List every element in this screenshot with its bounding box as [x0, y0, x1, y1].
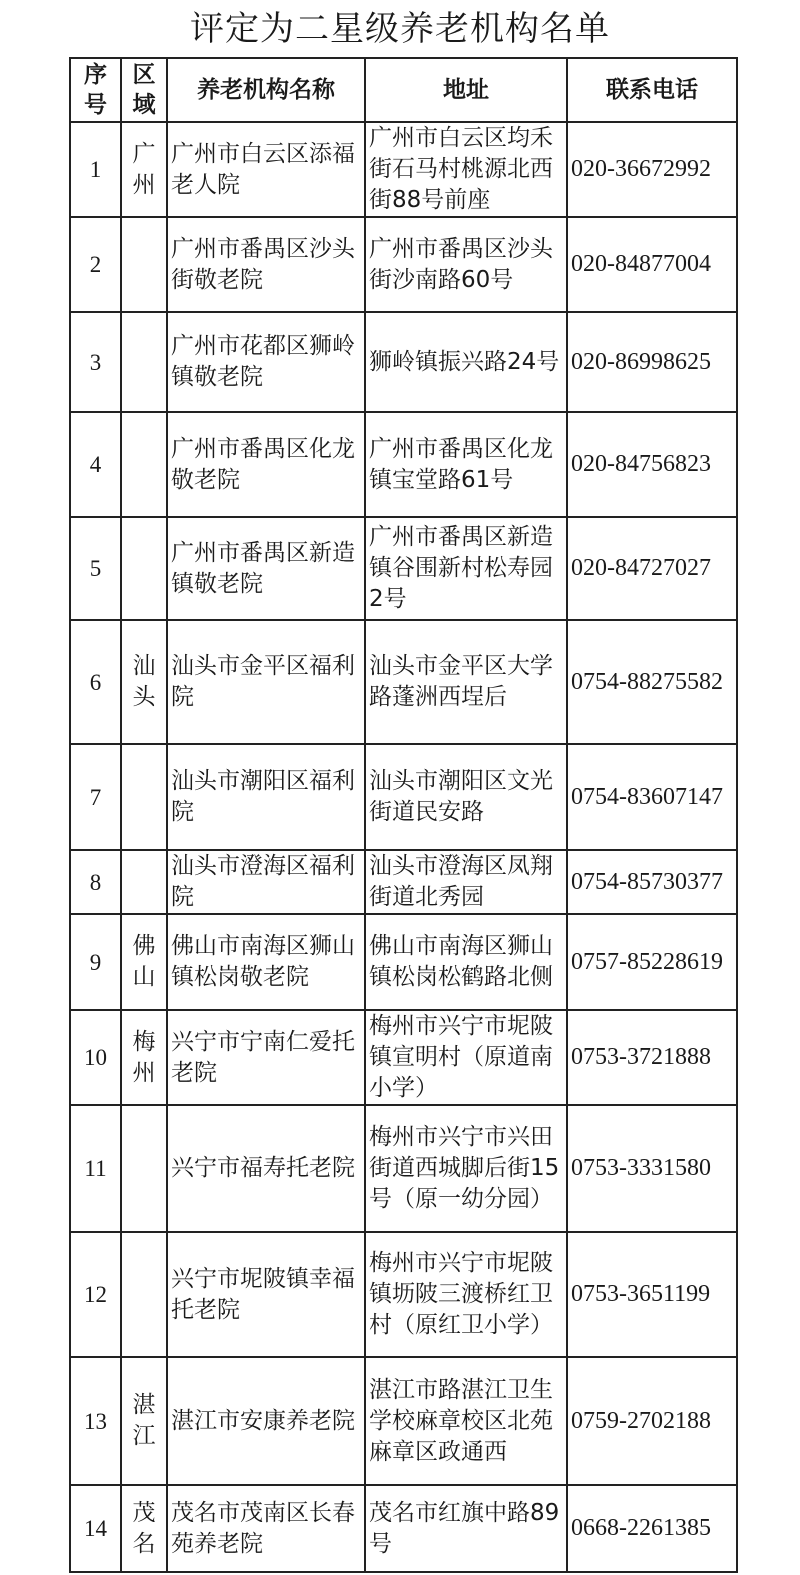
table-row	[70, 1232, 737, 1357]
row-number: 4	[70, 412, 121, 517]
row-address: 梅州市兴宁市坭陂镇宣明村（原道南小学）	[365, 1010, 567, 1105]
row-region	[121, 217, 167, 312]
row-address: 梅州市兴宁市兴田街道西城脚后街15号（原一幼分园）	[365, 1105, 567, 1232]
row-number: 6	[70, 620, 121, 744]
row-region: 佛山	[121, 914, 167, 1010]
row-phone: 020-84877004	[567, 217, 737, 312]
row-address: 狮岭镇振兴路24号	[365, 312, 567, 412]
table-row	[70, 517, 737, 620]
row-region	[121, 850, 167, 914]
row-region	[121, 1105, 167, 1232]
table-row	[70, 217, 737, 312]
table-row	[70, 1357, 737, 1485]
row-number: 14	[70, 1485, 121, 1572]
row-phone: 0753-3721888	[567, 1010, 737, 1105]
row-address: 茂名市红旗中路89号	[365, 1485, 567, 1572]
row-phone: 0754-83607147	[567, 744, 737, 850]
row-institution-name: 湛江市安康养老院	[167, 1357, 365, 1485]
row-institution-name: 汕头市金平区福利院	[167, 620, 365, 744]
row-phone: 0753-3331580	[567, 1105, 737, 1232]
row-region: 茂名	[121, 1485, 167, 1572]
row-institution-name: 兴宁市福寿托老院	[167, 1105, 365, 1232]
row-region	[121, 517, 167, 620]
row-region: 广州	[121, 122, 167, 217]
row-region	[121, 312, 167, 412]
row-number: 5	[70, 517, 121, 620]
row-address: 广州市番禺区化龙镇宝堂路61号	[365, 412, 567, 517]
table-row	[70, 412, 737, 517]
row-phone: 020-84756823	[567, 412, 737, 517]
institution-table	[69, 57, 738, 1573]
row-address: 广州市番禺区沙头街沙南路60号	[365, 217, 567, 312]
row-phone: 0757-85228619	[567, 914, 737, 1010]
row-address: 汕头市澄海区凤翔街道北秀园	[365, 850, 567, 914]
row-region: 湛江	[121, 1357, 167, 1485]
table-row	[70, 312, 737, 412]
row-address: 汕头市潮阳区文光街道民安路	[365, 744, 567, 850]
row-phone: 020-84727027	[567, 517, 737, 620]
row-institution-name: 广州市番禺区沙头街敬老院	[167, 217, 365, 312]
row-institution-name: 汕头市潮阳区福利院	[167, 744, 365, 850]
header-phone: 联系电话	[567, 58, 737, 122]
row-institution-name: 汕头市澄海区福利院	[167, 850, 365, 914]
row-phone: 0759-2702188	[567, 1357, 737, 1485]
row-number: 13	[70, 1357, 121, 1485]
row-number: 2	[70, 217, 121, 312]
table-row	[70, 1010, 737, 1105]
row-institution-name: 佛山市南海区狮山镇松岗敬老院	[167, 914, 365, 1010]
row-region: 汕头	[121, 620, 167, 744]
row-institution-name: 广州市白云区添福老人院	[167, 122, 365, 217]
row-phone: 0753-3651199	[567, 1232, 737, 1357]
row-number: 9	[70, 914, 121, 1010]
row-number: 11	[70, 1105, 121, 1232]
row-institution-name: 广州市番禺区化龙敬老院	[167, 412, 365, 517]
row-address: 广州市白云区均禾街石马村桃源北西街88号前座	[365, 122, 567, 217]
row-phone: 0754-85730377	[567, 850, 737, 914]
header-row	[70, 58, 737, 122]
row-region: 梅州	[121, 1010, 167, 1105]
row-phone: 0668-2261385	[567, 1485, 737, 1572]
row-institution-name: 兴宁市宁南仁爱托老院	[167, 1010, 365, 1105]
table-row	[70, 850, 737, 914]
row-phone: 0754-88275582	[567, 620, 737, 744]
row-number: 8	[70, 850, 121, 914]
row-address: 湛江市路湛江卫生学校麻章校区北苑麻章区政通西	[365, 1357, 567, 1485]
header-address: 地址	[365, 58, 567, 122]
header-region: 区域	[121, 58, 167, 122]
table-row	[70, 1485, 737, 1572]
row-address: 广州市番禺区新造镇谷围新村松寿园2号	[365, 517, 567, 620]
row-institution-name: 广州市花都区狮岭镇敬老院	[167, 312, 365, 412]
header-no: 序号	[70, 58, 121, 122]
table-row	[70, 620, 737, 744]
table-row	[70, 744, 737, 850]
row-phone: 020-86998625	[567, 312, 737, 412]
row-region	[121, 412, 167, 517]
row-number: 12	[70, 1232, 121, 1357]
row-region	[121, 744, 167, 850]
row-number: 3	[70, 312, 121, 412]
table-row	[70, 1105, 737, 1232]
row-address: 梅州市兴宁市坭陂镇坜陂三渡桥红卫村（原红卫小学）	[365, 1232, 567, 1357]
row-institution-name: 兴宁市坭陂镇幸福托老院	[167, 1232, 365, 1357]
row-number: 10	[70, 1010, 121, 1105]
header-name: 养老机构名称	[167, 58, 365, 122]
table-row	[70, 122, 737, 217]
row-institution-name: 茂名市茂南区长春苑养老院	[167, 1485, 365, 1572]
table-row	[70, 914, 737, 1010]
row-institution-name: 广州市番禺区新造镇敬老院	[167, 517, 365, 620]
row-region	[121, 1232, 167, 1357]
row-number: 7	[70, 744, 121, 850]
row-phone: 020-36672992	[567, 122, 737, 217]
row-address: 汕头市金平区大学路蓬洲西埕后	[365, 620, 567, 744]
row-number: 1	[70, 122, 121, 217]
page-title: 评定为二星级养老机构名单	[190, 9, 610, 49]
row-address: 佛山市南海区狮山镇松岗松鹤路北侧	[365, 914, 567, 1010]
